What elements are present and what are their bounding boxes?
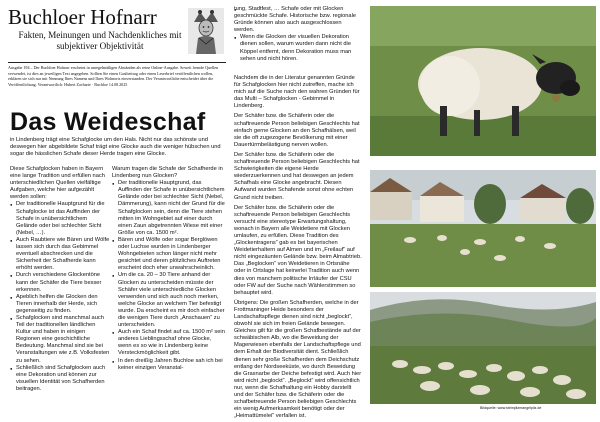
list-item: ● Der traditionelle Hauptgrund, das Auffinden der Schafe in unübersichtlichem Gelände oder bei schlechter Sicht (Nebel, Dämmerung), kann nicht der Grund für die Schafglocken sein, denn die Tiere stehen mitten im Wohngebiet auf einer durch einen Zaun abgetrennten Wiese mit einer Größe von ca. 1500 m².	[112, 180, 226, 237]
column-d-paragraph: Übrigens: Die großen Schafherden, welche in der Frottmaninger Heide besonders der Landschaftspflege dienen sind nicht „beglockt“, obwohl sie sich im freien Gelände bewegen. Gleiches gilt für die großen Schafbestände auf der schwäbischen Alb, wo die Beweidung der Magerwiesen ebenfalls der Landschaftspflege und dem Erhalt der Biodiversität dient. Schließlich dienen sehr große Schafherden dem Deichschutz entlang der Nordseeküste, wo durch Beweidung die Grasnarbe der Deiche befestigt wird. Auch hier wird nicht „beglockt“. „Beglockt“ wird offensichtlich nur, wenn die Schafhaltung ein Hobby darstellt und der Schäfer bzw. die Schäferin oder die schafbetreuende Person beliebigen Geschlechts ein wenig Aufmerksamkeit benötigt oder der „Heimattümelei“ verfallen ist.	[234, 299, 362, 420]
masthead-subtitle: Fakten, Meinungen und Nachdenkliches mit subjektiver Objektivität	[18, 30, 182, 51]
masthead-info: Ausgabe 194 – Der Buchloer Hofnarr erscheint in unregelmäßigen Abständen als reine Online-Ausgabe. Soweit fremde Quellen verwendet, ist dies an jeweiligen Text angegeben. Sollten Sie einen Gastbeitrag oder einen Leserbrief veröffentlichen wollen, erklären sie sich nur mit Nennung Ihres Namens und Ihres Wohnorts einverstanden. Der Verantwortliche entscheidet über die Veröffentlichung. Verantwortlich: Hubert Zacharie · Buchloe 14.08.2025	[8, 65, 219, 87]
list-item: ● Bären und Wölfe oder sogar Berglöwen oder Luchse wurden in Lindenberger Wohngebieten schon länger nicht mehr gesichtet und deren plötzliches Auftreten erscheint doch eher unwahrscheinlich.	[112, 237, 226, 272]
flock-hills-photo	[370, 292, 596, 404]
list-item: ● Wenn die Glocken der visuellen Dekoration dienen sollen, warum wurden dann nicht die Köppel entfernt, denn Dekoration muss man sehen und nicht hören.	[234, 34, 362, 62]
column-c	[234, 6, 362, 63]
list-item: ● Schafglocken sind manchmal auch Teil der traditionellen ländlichen Kultur und haben in einigen Regionen eine geschichtliche Bedeutung. Manchmal sind sie bei Veranstaltungen wie z.B. Volksfesten zu sehen.	[10, 315, 110, 365]
jester-logo-icon	[188, 8, 224, 54]
list-item: ● Auch Raubtiere wie Bären und Wölfe lassen sich durch das Gebimmel eventuell abschrecken und die Sicherheit der Schafherde kann erhöht werden.	[10, 237, 110, 272]
list-item: ● Apeblich helfen die Glocken den Tieren innerhalb der Herde, sich gegenseitig zu finden.	[10, 294, 110, 315]
column-a-list	[10, 201, 110, 393]
list-item: ● Durch verschiedene Glockentöne kann der Schäfer die Tiere besser erkennen.	[10, 272, 110, 293]
column-b-intro: Warum tragen die Schafe der Schafherde in Lindenberg nun Glocken?	[112, 166, 223, 180]
column-a	[10, 166, 110, 393]
column-d	[234, 75, 362, 420]
masthead-title: Buchloer Hofnarr	[8, 5, 157, 29]
column-d-paragraph: Der Schäfer bzw. die Schäferin oder die schaftreuende Person beliebigen Geschlechts hat Schwierigkeiten die eigene Herde wiederzuerkennen und hat deswegen an jedem Schafhals eine Glocke angebracht. Diesen Aufwand wurden Schafende sonst ohne echten Grund nicht treiben.	[234, 151, 360, 201]
column-d-paragraph: Der Schäfer bzw. die Schäferin oder die schaftreuende Person beliebigen Geschlechts versucht eine stereotype Erwartungshaltung, wonach in Bayern alle Weidetiere mit Glocken umlaufen, zu erfüllen. Diese Tradition des „Glockentragens“ gab es bei bayerischen Weidetierhaltern auf Almen und im „Freilauf“ auf nicht eingezäunten Gelände bzw. beim Almabtrieb. Das „Beglocken“ von Weidetieren in Ortsnähe oder in Ortslage hat keinerlei Tradition auch wenn dies von manchem politische Irrläufer der CSU oder FW auf der Suche nach Wählerstimmen so behauptet wird.	[234, 204, 362, 296]
column-d-paragraph: Der Schäfer bzw. die Schäferin oder die schaftreuende Person beliebigen Geschlechts hat einfach gerne Glocken an den Schafhälsen, weil sie die oft zugezogene Bevölkerung mit einer Dauertürmbelästigung nerven wollen.	[234, 113, 360, 148]
list-item: ● Der traditionelle Hauptgrund für die Schafglocke ist das Auffinden der Schafe in unübersichtlichem Gelände oder bei schlechter Sicht (Nebel, …).	[10, 201, 110, 236]
photo-credit: Bildquelle: www.steinpilzmangelpilz.de	[480, 406, 542, 410]
list-item: ● Auch ein Schaf findet auf ca. 1500 m² sein anderes Lieblingsschaf ohne Glocke, wenn es so wie in Lindenberg keine Versteckmöglichkeit gibt.	[112, 329, 226, 357]
column-d-paragraph: Nachdem die in der Literatur genannten Gründe für Schafglocken hier nicht zutreffen, mache ich mich auf die Suche nach den wahren Gründen für das Multi – Schafglocken - Gebimmel in Lindenberg.	[234, 75, 360, 110]
column-c-list	[234, 6, 362, 63]
column-b-list	[112, 180, 226, 372]
list-item: ● Um die ca. 20 – 30 Tiere anhand der Glocken zu unterscheiden müsste der Schäfer viele unterschiedliche Glocken verwenden und sich auch noch merken, welche Glocke an welchem Tier befestigt wurde. Da erscheint es mir doch einfacher die wenigen Tiere durch „Anschauen“ zu unterscheiden.	[112, 272, 226, 329]
masthead	[8, 6, 226, 110]
masthead-rule	[8, 62, 226, 63]
list-item: ● Schließlich sind Schafglocken auch eine Dekoration und können zur visuellen Identität von Schafherden beitragen.	[10, 365, 110, 393]
list-item: ● tung, Stadtfest, … Schafe oder mit Glocken geschmückte Schafe. Historische bzw. regionale Gründe können also auch ausgeschlossen werden.	[234, 6, 362, 34]
sheep-closeup-photo	[370, 6, 596, 156]
article-headline: Das Weideschaf	[10, 108, 206, 136]
column-b	[112, 166, 226, 372]
column-a-intro: Diese Schafglocken haben in Bayern eine lange Tradition und erfüllen nach unterschiedlichen Quellen vielfältige Aufgaben, welche hier aufgezählt werden sollen:	[10, 166, 105, 201]
list-item: ● In den dreißig Jahren Buchloe sah ich bei keiner einzigen Veranstal-	[112, 358, 226, 372]
meadow-houses-photo	[370, 170, 596, 287]
article-lead: in Lindenberg trägt eine Schafglocke um den Hals. Nicht nur das schönste und deswegen hier abgebildete Schaf trägt eine Glocke auch die weniger hübschen und sogar die hässlichen Schafe dieser Herde tragen eine Glocke.	[10, 137, 221, 158]
